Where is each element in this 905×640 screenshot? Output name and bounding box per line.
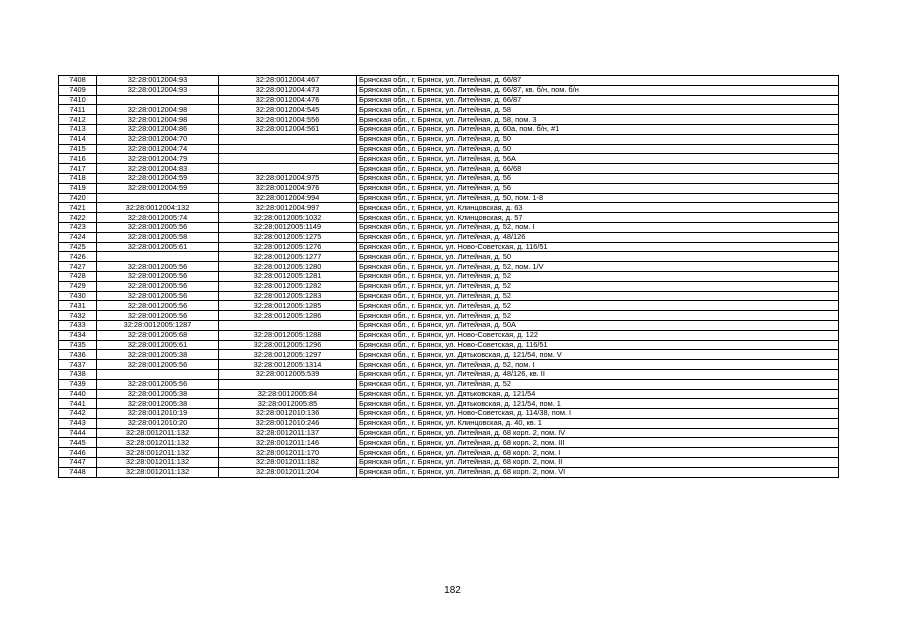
- table-row: [59, 467, 839, 477]
- parcel-cadastral-cell: 32:28:0012005:68: [97, 330, 219, 340]
- parcel-cadastral-cell: [97, 369, 219, 379]
- row-number-cell: 7422: [59, 213, 97, 223]
- address-cell: Брянская обл., г. Брянск, ул. Литейная, д. 52: [357, 291, 839, 301]
- table-row: [59, 428, 839, 438]
- table-row: [59, 193, 839, 203]
- parcel-cadastral-cell: 32:28:0012005:38: [97, 350, 219, 360]
- object-cadastral-cell: 32:28:0012004:476: [219, 95, 357, 105]
- row-number-cell: 7412: [59, 115, 97, 125]
- parcel-cadastral-cell: 32:28:0012010:20: [97, 418, 219, 428]
- table-row: [59, 271, 839, 281]
- table-row: [59, 320, 839, 330]
- table-row: [59, 222, 839, 232]
- parcel-cadastral-cell: 32:28:0012005:56: [97, 311, 219, 321]
- row-number-cell: 7424: [59, 232, 97, 242]
- address-cell: Брянская обл., г. Брянск, ул. Литейная, д. 68 корп. 2, пом. IV: [357, 428, 839, 438]
- table-row: [59, 85, 839, 95]
- table-row: [59, 458, 839, 468]
- object-cadastral-cell: 32:28:0012005:84: [219, 389, 357, 399]
- row-number-cell: 7417: [59, 164, 97, 174]
- address-cell: Брянская обл., г. Брянск, ул. Литейная, д. 52, пом. 1/V: [357, 262, 839, 272]
- row-number-cell: 7434: [59, 330, 97, 340]
- row-number-cell: 7413: [59, 124, 97, 134]
- object-cadastral-cell: 32:28:0012004:545: [219, 105, 357, 115]
- parcel-cadastral-cell: 32:28:0012011:132: [97, 467, 219, 477]
- parcel-cadastral-cell: 32:28:0012005:74: [97, 213, 219, 223]
- parcel-cadastral-cell: [97, 193, 219, 203]
- parcel-cadastral-cell: 32:28:0012005:61: [97, 340, 219, 350]
- parcel-cadastral-cell: 32:28:0012005:56: [97, 291, 219, 301]
- row-number-cell: 7419: [59, 183, 97, 193]
- object-cadastral-cell: [219, 320, 357, 330]
- address-cell: Брянская обл., г. Брянск, ул. Литейная, д. 68 корп. 2, пом. II: [357, 458, 839, 468]
- table-row: [59, 203, 839, 213]
- address-cell: Брянская обл., г. Брянск, ул. Литейная, д. 68 корп. 2, пом. VI: [357, 467, 839, 477]
- row-number-cell: 7426: [59, 252, 97, 262]
- object-cadastral-cell: 32:28:0012005:1314: [219, 360, 357, 370]
- address-cell: Брянская обл., г. Брянск, ул. Литейная, д. 52: [357, 379, 839, 389]
- address-cell: Брянская обл., г. Брянск, ул. Литейная, д. 50, пом. 1-8: [357, 193, 839, 203]
- row-number-cell: 7410: [59, 95, 97, 105]
- parcel-cadastral-cell: 32:28:0012011:132: [97, 438, 219, 448]
- table-row: [59, 438, 839, 448]
- row-number-cell: 7409: [59, 85, 97, 95]
- object-cadastral-cell: 32:28:0012011:137: [219, 428, 357, 438]
- parcel-cadastral-cell: 32:28:0012004:86: [97, 124, 219, 134]
- parcel-cadastral-cell: 32:28:0012005:58: [97, 232, 219, 242]
- address-cell: Брянская обл., г. Брянск, ул. Литейная, д. 52: [357, 311, 839, 321]
- table-row: [59, 144, 839, 154]
- object-cadastral-cell: 32:28:0012005:1285: [219, 301, 357, 311]
- table-row: [59, 124, 839, 134]
- address-cell: Брянская обл., г. Брянск, ул. Литейная, д. 58: [357, 105, 839, 115]
- parcel-cadastral-cell: 32:28:0012004:74: [97, 144, 219, 154]
- row-number-cell: 7427: [59, 262, 97, 272]
- object-cadastral-cell: 32:28:0012004:473: [219, 85, 357, 95]
- table-row: [59, 183, 839, 193]
- table-row: [59, 164, 839, 174]
- table-row: [59, 76, 839, 86]
- table-row: [59, 301, 839, 311]
- address-cell: Брянская обл., г. Брянск, ул. Ново-Советская, д. 114/38, пом. I: [357, 409, 839, 419]
- address-cell: Брянская обл., г. Брянск, ул. Литейная, д. 56А: [357, 154, 839, 164]
- object-cadastral-cell: 32:28:0012005:1288: [219, 330, 357, 340]
- address-cell: Брянская обл., г. Брянск, ул. Литейная, д. 56: [357, 173, 839, 183]
- row-number-cell: 7440: [59, 389, 97, 399]
- table-row: [59, 173, 839, 183]
- table-row: [59, 340, 839, 350]
- row-number-cell: 7436: [59, 350, 97, 360]
- row-number-cell: 7425: [59, 242, 97, 252]
- parcel-cadastral-cell: 32:28:0012005:1287: [97, 320, 219, 330]
- object-cadastral-cell: 32:28:0012005:1296: [219, 340, 357, 350]
- address-cell: Брянская обл., г. Брянск, ул. Ново-Советская, д. 116/51: [357, 242, 839, 252]
- address-cell: Брянская обл., г. Брянск, ул. Литейная, д. 66/87: [357, 76, 839, 86]
- row-number-cell: 7442: [59, 409, 97, 419]
- table-row: [59, 448, 839, 458]
- object-cadastral-cell: 32:28:0012004:994: [219, 193, 357, 203]
- address-cell: Брянская обл., г. Брянск, ул. Ново-Советская, д. 122: [357, 330, 839, 340]
- address-cell: Брянская обл., г. Брянск, ул. Клинцовская, д. 40, кв. 1: [357, 418, 839, 428]
- address-cell: Брянская обл., г. Брянск, ул. Литейная, д. 52, пом. I: [357, 222, 839, 232]
- object-cadastral-cell: 32:28:0012005:1281: [219, 271, 357, 281]
- address-cell: Брянская обл., г. Брянск, ул. Литейная, д. 68 корп. 2, пом. I: [357, 448, 839, 458]
- parcel-cadastral-cell: 32:28:0012004:83: [97, 164, 219, 174]
- row-number-cell: 7432: [59, 311, 97, 321]
- object-cadastral-cell: 32:28:0012005:85: [219, 399, 357, 409]
- table-row: [59, 379, 839, 389]
- table-row: [59, 399, 839, 409]
- row-number-cell: 7443: [59, 418, 97, 428]
- object-cadastral-cell: 32:28:0012005:1283: [219, 291, 357, 301]
- object-cadastral-cell: 32:28:0012005:1032: [219, 213, 357, 223]
- parcel-cadastral-cell: [97, 95, 219, 105]
- parcel-cadastral-cell: 32:28:0012005:56: [97, 360, 219, 370]
- row-number-cell: 7411: [59, 105, 97, 115]
- row-number-cell: 7421: [59, 203, 97, 213]
- row-number-cell: 7408: [59, 76, 97, 86]
- address-cell: Брянская обл., г. Брянск, ул. Литейная, д. 52, пом. I: [357, 360, 839, 370]
- parcel-cadastral-cell: [97, 252, 219, 262]
- object-cadastral-cell: 32:28:0012005:1280: [219, 262, 357, 272]
- object-cadastral-cell: 32:28:0012005:539: [219, 369, 357, 379]
- row-number-cell: 7439: [59, 379, 97, 389]
- parcel-cadastral-cell: 32:28:0012005:56: [97, 301, 219, 311]
- table-row: [59, 154, 839, 164]
- table-row: [59, 262, 839, 272]
- row-number-cell: 7420: [59, 193, 97, 203]
- parcel-cadastral-cell: 32:28:0012005:56: [97, 379, 219, 389]
- page-number: 182: [444, 585, 461, 596]
- address-cell: Брянская обл., г. Брянск, ул. Литейная, д. 48/126: [357, 232, 839, 242]
- row-number-cell: 7414: [59, 134, 97, 144]
- parcel-cadastral-cell: 32:28:0012005:56: [97, 262, 219, 272]
- table-row: [59, 311, 839, 321]
- parcel-cadastral-cell: 32:28:0012005:38: [97, 389, 219, 399]
- object-cadastral-cell: 32:28:0012005:1276: [219, 242, 357, 252]
- address-cell: Брянская обл., г. Брянск, ул. Литейная, д. 58, пом. 3: [357, 115, 839, 125]
- object-cadastral-cell: 32:28:0012011:170: [219, 448, 357, 458]
- parcel-cadastral-cell: 32:28:0012004:93: [97, 76, 219, 86]
- object-cadastral-cell: 32:28:0012005:1149: [219, 222, 357, 232]
- object-cadastral-cell: [219, 379, 357, 389]
- object-cadastral-cell: 32:28:0012011:204: [219, 467, 357, 477]
- object-cadastral-cell: 32:28:0012005:1286: [219, 311, 357, 321]
- table-row: [59, 213, 839, 223]
- parcel-cadastral-cell: 32:28:0012004:59: [97, 183, 219, 193]
- parcel-cadastral-cell: 32:28:0012004:70: [97, 134, 219, 144]
- parcel-cadastral-cell: 32:28:0012005:56: [97, 281, 219, 291]
- table-row: [59, 95, 839, 105]
- row-number-cell: 7446: [59, 448, 97, 458]
- object-cadastral-cell: 32:28:0012004:975: [219, 173, 357, 183]
- row-number-cell: 7430: [59, 291, 97, 301]
- table-row: [59, 360, 839, 370]
- row-number-cell: 7431: [59, 301, 97, 311]
- address-cell: Брянская обл., г. Брянск, ул. Литейная, д. 52: [357, 301, 839, 311]
- address-cell: Брянская обл., г. Брянск, ул. Литейная, д. 66/87: [357, 95, 839, 105]
- address-cell: Брянская обл., г. Брянск, ул. Литейная, д. 50: [357, 134, 839, 144]
- parcel-cadastral-cell: 32:28:0012004:98: [97, 115, 219, 125]
- object-cadastral-cell: 32:28:0012004:976: [219, 183, 357, 193]
- parcel-cadastral-cell: 32:28:0012011:132: [97, 458, 219, 468]
- address-cell: Брянская обл., г. Брянск, ул. Литейная, д. 50А: [357, 320, 839, 330]
- table-row: [59, 350, 839, 360]
- row-number-cell: 7441: [59, 399, 97, 409]
- address-cell: Брянская обл., г. Брянск, ул. Литейная, д. 60а, пом. б/н, #1: [357, 124, 839, 134]
- row-number-cell: 7444: [59, 428, 97, 438]
- object-cadastral-cell: 32:28:0012011:182: [219, 458, 357, 468]
- table-row: [59, 369, 839, 379]
- address-cell: Брянская обл., г. Брянск, ул. Дятьковская, д. 121/54, пом. V: [357, 350, 839, 360]
- parcel-cadastral-cell: 32:28:0012005:56: [97, 271, 219, 281]
- row-number-cell: 7415: [59, 144, 97, 154]
- object-cadastral-cell: 32:28:0012005:1282: [219, 281, 357, 291]
- row-number-cell: 7448: [59, 467, 97, 477]
- parcel-cadastral-cell: 32:28:0012004:79: [97, 154, 219, 164]
- object-cadastral-cell: 32:28:0012005:1297: [219, 350, 357, 360]
- table-row: [59, 291, 839, 301]
- object-cadastral-cell: 32:28:0012010:136: [219, 409, 357, 419]
- parcel-cadastral-cell: 32:28:0012004:132: [97, 203, 219, 213]
- row-number-cell: 7429: [59, 281, 97, 291]
- parcel-cadastral-cell: 32:28:0012005:61: [97, 242, 219, 252]
- address-cell: Брянская обл., г. Брянск, ул. Дятьковская, д. 121/54, пом. 1: [357, 399, 839, 409]
- table-row: [59, 115, 839, 125]
- address-cell: Брянская обл., г. Брянск, ул. Дятьковская, д. 121/54: [357, 389, 839, 399]
- row-number-cell: 7416: [59, 154, 97, 164]
- row-number-cell: 7437: [59, 360, 97, 370]
- parcel-cadastral-cell: 32:28:0012005:56: [97, 222, 219, 232]
- row-number-cell: 7435: [59, 340, 97, 350]
- address-cell: Брянская обл., г. Брянск, ул. Литейная, д. 50: [357, 252, 839, 262]
- object-cadastral-cell: 32:28:0012004:561: [219, 124, 357, 134]
- row-number-cell: 7433: [59, 320, 97, 330]
- parcel-cadastral-cell: 32:28:0012005:38: [97, 399, 219, 409]
- object-cadastral-cell: [219, 164, 357, 174]
- parcel-cadastral-cell: 32:28:0012004:59: [97, 173, 219, 183]
- registry-table: [58, 75, 839, 478]
- address-cell: Брянская обл., г. Брянск, ул. Литейная, д. 52: [357, 271, 839, 281]
- object-cadastral-cell: [219, 134, 357, 144]
- object-cadastral-cell: [219, 154, 357, 164]
- address-cell: Брянская обл., г. Брянск, ул. Литейная, д. 66/68: [357, 164, 839, 174]
- table-row: [59, 105, 839, 115]
- object-cadastral-cell: 32:28:0012004:556: [219, 115, 357, 125]
- row-number-cell: 7428: [59, 271, 97, 281]
- object-cadastral-cell: 32:28:0012005:1277: [219, 252, 357, 262]
- table-row: [59, 242, 839, 252]
- address-cell: Брянская обл., г. Брянск, ул. Клинцовская, д. 63: [357, 203, 839, 213]
- table-row: [59, 418, 839, 428]
- table-row: [59, 409, 839, 419]
- row-number-cell: 7423: [59, 222, 97, 232]
- address-cell: Брянская обл., г. Брянск, ул. Литейная, д. 48/126, кв. II: [357, 369, 839, 379]
- parcel-cadastral-cell: 32:28:0012004:93: [97, 85, 219, 95]
- object-cadastral-cell: 32:28:0012004:467: [219, 76, 357, 86]
- address-cell: Брянская обл., г. Брянск, ул. Клинцовская, д. 57: [357, 213, 839, 223]
- address-cell: Брянская обл., г. Брянск, ул. Литейная, д. 68 корп. 2, пом. III: [357, 438, 839, 448]
- row-number-cell: 7445: [59, 438, 97, 448]
- address-cell: Брянская обл., г. Брянск, ул. Литейная, д. 66/87, кв. б/н, пом. б/н: [357, 85, 839, 95]
- row-number-cell: 7418: [59, 173, 97, 183]
- object-cadastral-cell: [219, 144, 357, 154]
- table-row: [59, 389, 839, 399]
- object-cadastral-cell: 32:28:0012010:246: [219, 418, 357, 428]
- address-cell: Брянская обл., г. Брянск, ул. Литейная, д. 50: [357, 144, 839, 154]
- address-cell: Брянская обл., г. Брянск, ул. Литейная, д. 52: [357, 281, 839, 291]
- address-cell: Брянская обл., г. Брянск, ул. Ново-Советская, д. 116/51: [357, 340, 839, 350]
- parcel-cadastral-cell: 32:28:0012011:132: [97, 428, 219, 438]
- address-cell: Брянская обл., г. Брянск, ул. Литейная, д. 56: [357, 183, 839, 193]
- object-cadastral-cell: 32:28:0012004:997: [219, 203, 357, 213]
- table-row: [59, 252, 839, 262]
- table-row: [59, 281, 839, 291]
- row-number-cell: 7447: [59, 458, 97, 468]
- row-number-cell: 7438: [59, 369, 97, 379]
- table-row: [59, 232, 839, 242]
- table-row: [59, 134, 839, 144]
- table-row: [59, 330, 839, 340]
- object-cadastral-cell: 32:28:0012011:146: [219, 438, 357, 448]
- object-cadastral-cell: 32:28:0012005:1275: [219, 232, 357, 242]
- registry-table-body: [59, 76, 839, 478]
- parcel-cadastral-cell: 32:28:0012004:98: [97, 105, 219, 115]
- parcel-cadastral-cell: 32:28:0012011:132: [97, 448, 219, 458]
- parcel-cadastral-cell: 32:28:0012010:19: [97, 409, 219, 419]
